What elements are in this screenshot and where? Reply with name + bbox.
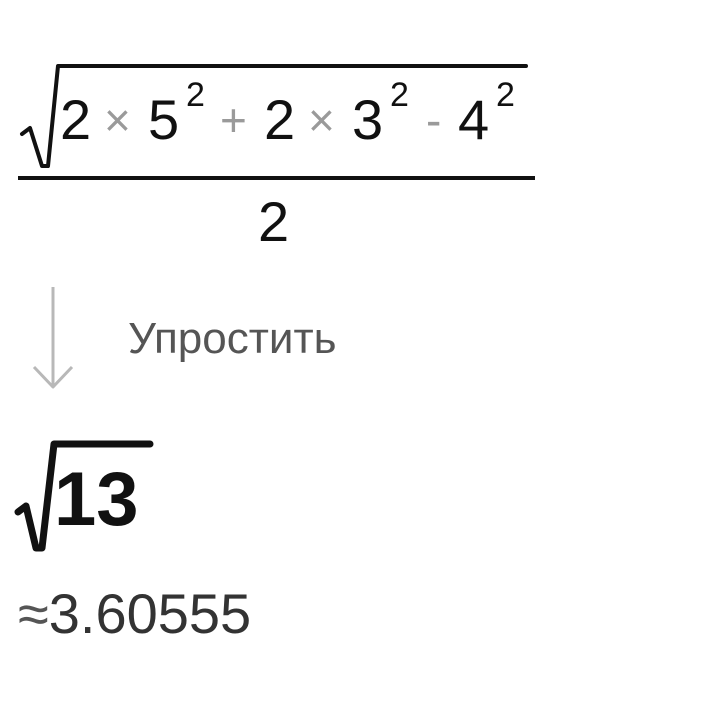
expression	[0, 0, 711, 260]
approximate-value	[18, 584, 251, 644]
exponent: 2	[186, 76, 205, 114]
result-radicand: 13	[54, 457, 139, 542]
numerator-term: 2	[60, 88, 92, 151]
numerator-term: 4	[458, 88, 490, 151]
numerator-term: 3	[352, 88, 384, 151]
denominator: 2	[258, 190, 290, 253]
numerator-term: 2	[264, 88, 296, 151]
exponent: 2	[390, 76, 409, 114]
approx-symbol: ≈	[18, 582, 49, 645]
simplify-step-label: Упростить	[128, 314, 337, 363]
minus-operator: -	[426, 94, 442, 146]
plus-operator: +	[220, 94, 247, 146]
multiply-operator: ×	[104, 94, 131, 146]
numerator-term: 5	[148, 88, 180, 151]
down-arrow-icon	[28, 285, 78, 393]
exponent: 2	[496, 76, 515, 114]
approx-number: 3.60555	[48, 582, 252, 645]
multiply-operator: ×	[308, 94, 335, 146]
fraction-bar	[18, 176, 535, 180]
